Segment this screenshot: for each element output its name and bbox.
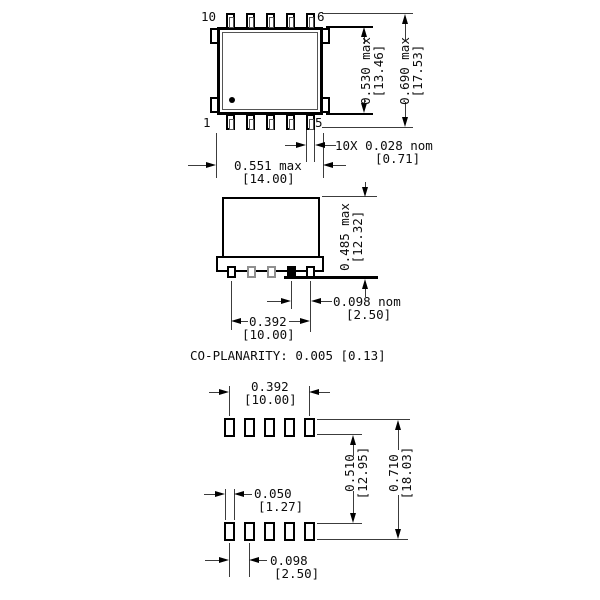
pin <box>286 114 295 130</box>
dim-side-height <box>338 202 364 272</box>
pad <box>304 418 315 437</box>
dim-arrow <box>395 529 401 539</box>
dim-pad-pitch-in: 0.098 <box>270 553 308 568</box>
pin <box>266 13 275 29</box>
extension-line <box>229 543 230 577</box>
dim-body-width-in: 0.551 max <box>234 158 302 173</box>
pin-label-5: 5 <box>315 115 323 130</box>
pin1-indicator-dot <box>229 97 235 103</box>
dim-pad-span-mm: [10.00] <box>244 392 297 407</box>
pin-label-6: 6 <box>317 9 325 24</box>
dim-body-height <box>359 36 385 106</box>
dim-arrow <box>219 389 229 395</box>
extension-line <box>225 489 226 520</box>
dim-pad-width-in: 0.050 <box>254 486 292 501</box>
dim-arrow <box>402 14 408 24</box>
extension-line <box>317 539 408 540</box>
dim-side-height-mm: [12.32] <box>350 210 365 264</box>
leader-line <box>205 560 219 561</box>
dim-arrow <box>350 513 356 523</box>
dim-row-gap <box>343 438 369 508</box>
pin <box>226 13 235 29</box>
pin <box>266 114 275 130</box>
dim-arrow <box>309 389 319 395</box>
leader-line <box>244 494 252 495</box>
dim-arrow <box>234 491 244 497</box>
leader-line <box>319 392 330 393</box>
dim-lead-pitch-in: 0.098 nom <box>333 294 401 309</box>
pin <box>226 114 235 130</box>
dim-overall-height-in: 0.690 max <box>397 37 412 105</box>
lead <box>227 266 236 278</box>
dim-arrow <box>296 142 306 148</box>
dim-overall <box>387 438 413 508</box>
dim-overall-height-mm: [17.53] <box>410 44 425 98</box>
dim-lead-span-in: 0.392 <box>249 314 287 329</box>
dim-arrow <box>362 279 368 289</box>
dim-lead-width-in: 10X 0.028 nom <box>335 138 433 153</box>
dim-arrow <box>219 557 229 563</box>
pad <box>244 522 255 541</box>
dim-arrow <box>206 162 216 168</box>
dim-arrow <box>315 142 325 148</box>
coplanarity-note: CO-PLANARITY: 0.005 [0.13] <box>190 348 386 363</box>
leader-line <box>259 560 267 561</box>
dim-arrow <box>362 187 368 197</box>
lead-back-row <box>247 266 256 278</box>
pad <box>264 522 275 541</box>
dim-pad-pitch-mm: [2.50] <box>274 566 320 581</box>
dim-arrow <box>402 117 408 127</box>
dim-arrow <box>300 318 310 324</box>
dim-arrow <box>281 298 291 304</box>
dim-lead-pitch-mm: [2.50] <box>346 307 392 322</box>
pad <box>244 418 255 437</box>
pad <box>284 418 295 437</box>
package-body-inner-line <box>222 32 318 110</box>
dim-body-height-mm: [13.46] <box>371 44 386 98</box>
extension-line <box>317 523 362 524</box>
pin <box>306 13 315 29</box>
pad <box>224 522 235 541</box>
dim-row-gap-mm: [12.95] <box>355 446 370 500</box>
dim-overall-height <box>398 36 424 106</box>
pad <box>224 418 235 437</box>
pad <box>284 522 295 541</box>
lead-back-row <box>267 266 276 278</box>
pin-label-1: 1 <box>203 115 211 130</box>
dim-pad-width-mm: [1.27] <box>258 499 304 514</box>
dim-body-width-mm: [14.00] <box>242 171 295 186</box>
dim-arrow <box>249 557 259 563</box>
dim-side-height-in: 0.485 max <box>337 203 352 271</box>
pin-label-10: 10 <box>201 9 217 24</box>
pin <box>286 13 295 29</box>
pin <box>246 13 255 29</box>
leader-line <box>209 392 219 393</box>
dim-overall-in: 0.710 <box>386 454 401 492</box>
dim-body-height-in: 0.530 max <box>358 37 373 105</box>
pad <box>304 522 315 541</box>
dim-row-gap-in: 0.510 <box>342 454 357 492</box>
dim-arrow <box>215 491 225 497</box>
dim-arrow <box>311 298 321 304</box>
pad <box>264 418 275 437</box>
pin <box>306 114 315 130</box>
pin <box>246 114 255 130</box>
leader-line <box>204 494 215 495</box>
extension-line <box>229 386 230 416</box>
dim-overall-mm: [18.03] <box>399 446 414 500</box>
dim-arrow <box>395 420 401 430</box>
dim-arrow <box>231 318 241 324</box>
dim-lead-span-mm: [10.00] <box>242 327 295 342</box>
dim-lead-width-mm: [0.71] <box>375 151 421 166</box>
dim-arrow <box>323 162 333 168</box>
dim-pad-span-in: 0.392 <box>251 379 289 394</box>
